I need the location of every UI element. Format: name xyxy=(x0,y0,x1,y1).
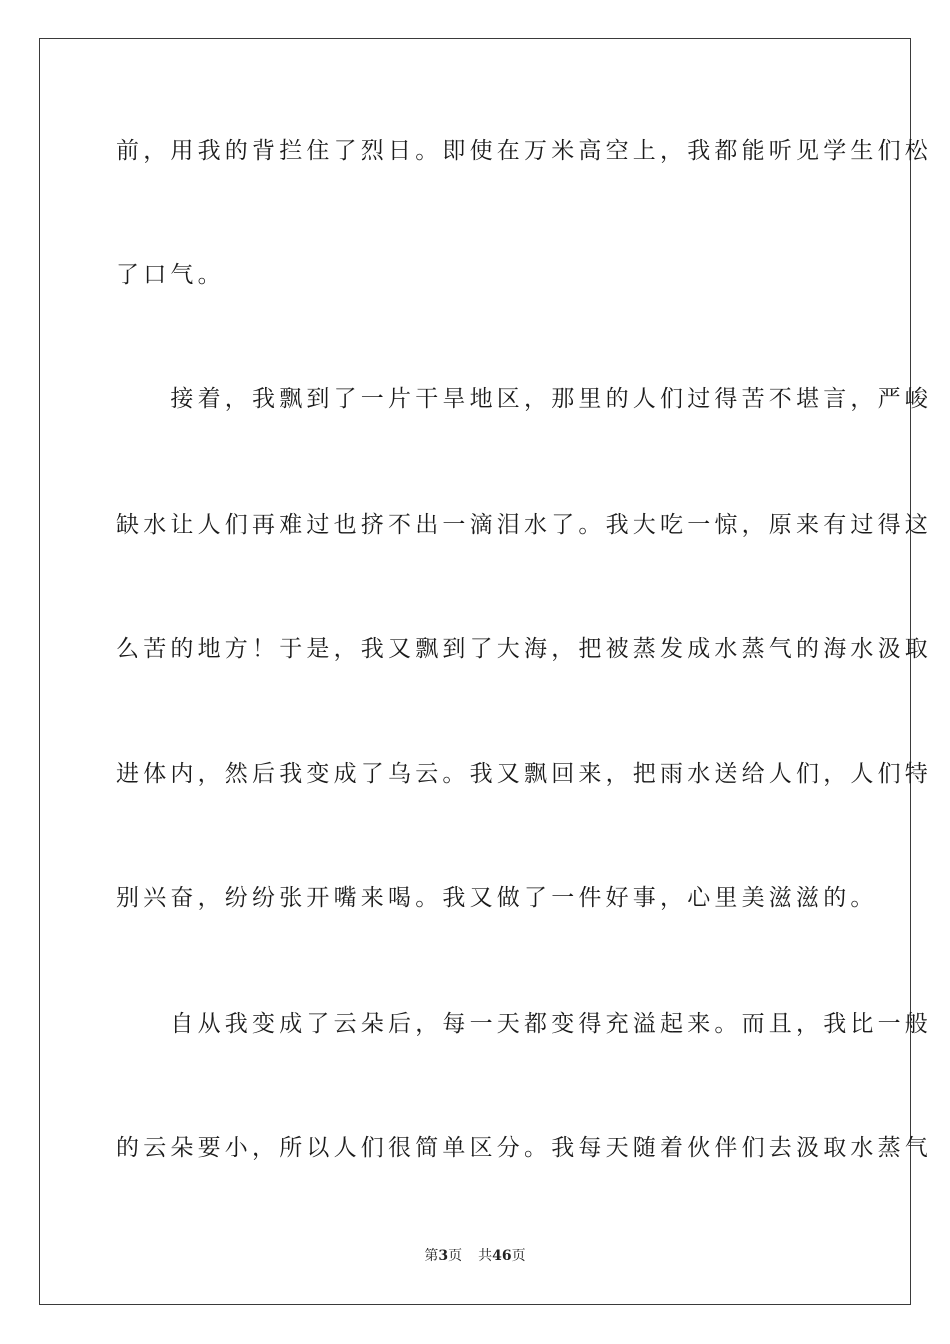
total-suffix: 页 xyxy=(511,1248,526,1264)
text-line-5: 么苦的地方！于是，我又飘到了大海，把被蒸发成水蒸气的海水汲取 xyxy=(116,636,932,662)
page-suffix: 页 xyxy=(448,1248,463,1264)
page-border xyxy=(39,38,932,1305)
text-line-7: 别兴奋，纷纷张开嘴来喝。我又做了一件好事，心里美滋滋的。 xyxy=(116,885,878,911)
text-line-9: 的云朵要小，所以人们很简单区分。我每天随着伙伴们去汲取水蒸气 xyxy=(116,1135,932,1161)
text-line-6: 进体内，然后我变成了乌云。我又飘回来，把雨水送给人们，人们特 xyxy=(116,761,932,787)
text-line-4: 缺水让人们再难过也挤不出一滴泪水了。我大吃一惊，原来有过得这 xyxy=(116,512,932,538)
page-footer xyxy=(0,1246,950,1266)
text-line-1: 前，用我的背拦住了烈日。即使在万米高空上，我都能听见学生们松 xyxy=(116,138,932,164)
total-pages: 46 xyxy=(492,1248,512,1264)
total-prefix: 共 xyxy=(478,1248,493,1264)
text-line-3: 接着，我飘到了一片干旱地区，那里的人们过得苦不堪言，严峻 xyxy=(116,386,932,412)
page-prefix: 第 xyxy=(424,1248,439,1264)
text-line-2: 了口气。 xyxy=(116,262,225,288)
text-line-8: 自从我变成了云朵后，每一天都变得充溢起来。而且，我比一般 xyxy=(116,1011,932,1037)
page-number: 3 xyxy=(438,1248,449,1264)
